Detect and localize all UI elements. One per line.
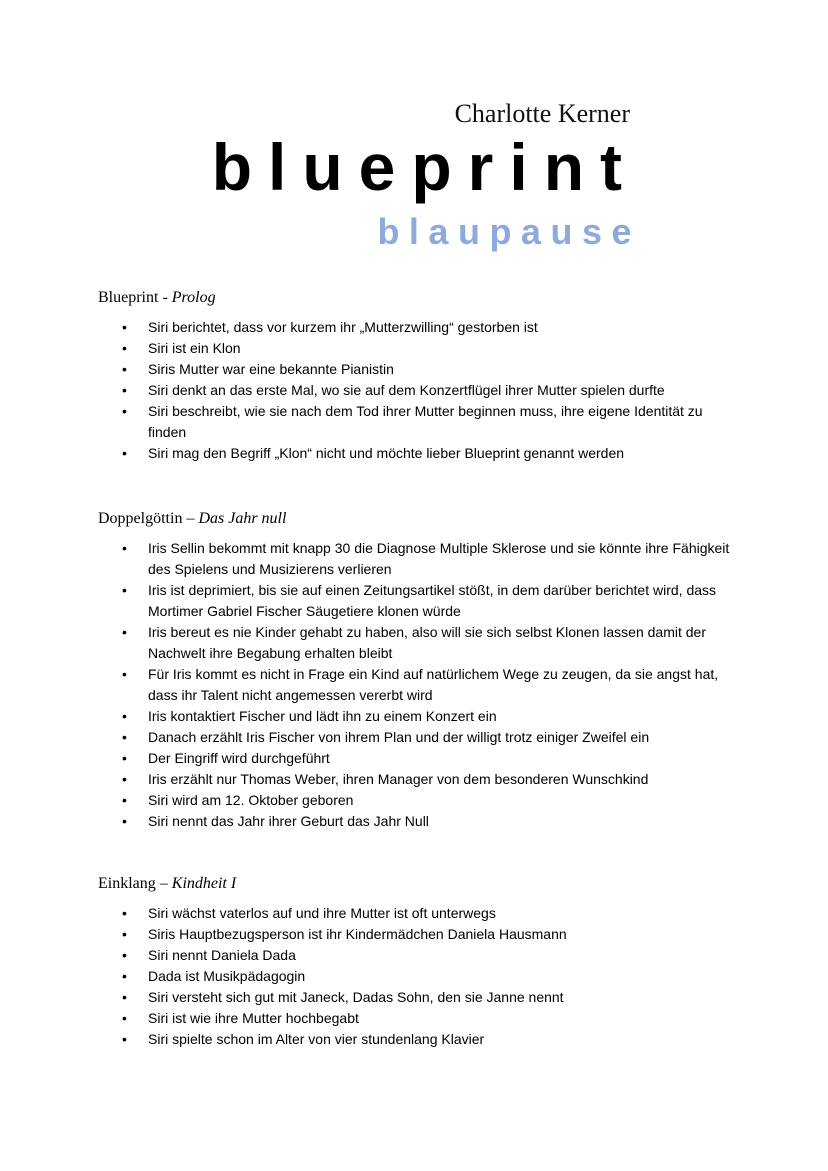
section-das-jahr-null: [98, 509, 738, 832]
section-title: Einklang: [98, 875, 156, 892]
bullet-list: [98, 903, 738, 1050]
list-item: • Siri spielte schon im Alter von vier stundenlang Klavier: [148, 1029, 738, 1050]
list-item: • Für Iris kommt es nicht in Frage ein Kind auf natürlichem Wege zu zeugen, da sie angst hat, dass ihr Talent nicht angemessen vererbt wird: [148, 664, 738, 706]
section-subtitle: Das Jahr null: [198, 510, 287, 527]
section-separator: –: [155, 875, 172, 892]
list-item: • Siri berichtet, dass vor kurzem ihr „Mutterzwilling“ gestorben ist: [148, 317, 738, 338]
list-item: • Siri versteht sich gut mit Janeck, Dadas Sohn, den sie Janne nennt: [148, 987, 738, 1008]
section-subtitle: Prolog: [171, 289, 216, 306]
list-item: • Der Eingriff wird durchgeführt: [148, 748, 738, 769]
list-item: • Dada ist Musikpädagogin: [148, 966, 738, 987]
list-item: • Iris kontaktiert Fischer und lädt ihn zu einem Konzert ein: [148, 706, 738, 727]
section-subtitle: Kindheit I: [171, 875, 237, 892]
list-item: • Siris Mutter war eine bekannte Pianistin: [148, 359, 738, 380]
list-item: • Iris ist deprimiert, bis sie auf einen Zeitungsartikel stößt, in dem darüber berichtet wird, dass Mortimer Gabriel Fischer Säugetiere klonen würde: [148, 580, 738, 622]
section-separator: -: [158, 289, 172, 306]
list-item: • Iris erzählt nur Thomas Weber, ihren Manager von dem besonderen Wunschkind: [148, 769, 738, 790]
author-name: Charlotte Kerner: [454, 99, 630, 128]
bullet-list: [98, 317, 738, 464]
list-item: • Iris bereut es nie Kinder gehabt zu haben, also will sie sich selbst Klonen lassen damit der Nachwelt ihre Begabung erhalten bleibt: [148, 622, 738, 664]
section-title: Blueprint: [98, 289, 159, 306]
section-prolog: [98, 288, 738, 464]
bullet-list: [98, 538, 738, 832]
section-kindheit-i: [98, 874, 738, 1050]
list-item: • Siri nennt Daniela Dada: [148, 945, 738, 966]
list-item: • Siri mag den Begriff „Klon“ nicht und möchte lieber Blueprint genannt werden: [148, 443, 738, 464]
list-item: • Siri wächst vaterlos auf und ihre Mutter ist oft unterwegs: [148, 903, 738, 924]
list-item: • Siri ist wie ihre Mutter hochbegabt: [148, 1008, 738, 1029]
list-item: • Siris Hauptbezugsperson ist ihr Kindermädchen Daniela Hausmann: [148, 924, 738, 945]
list-item: • Siri nennt das Jahr ihrer Geburt das Jahr Null: [148, 811, 738, 832]
list-item: • Danach erzählt Iris Fischer von ihrem Plan und der willigt trotz einiger Zweifel ein: [148, 727, 738, 748]
list-item: • Siri wird am 12. Oktober geboren: [148, 790, 738, 811]
list-item: • Siri ist ein Klon: [148, 338, 738, 359]
section-title: Doppelgöttin: [98, 510, 183, 527]
section-separator: –: [182, 510, 199, 527]
list-item: • Siri beschreibt, wie sie nach dem Tod ihrer Mutter beginnen muss, ihre eigene Identität zu finden: [148, 401, 738, 443]
book-subtitle: blaupause: [377, 211, 641, 252]
list-item: • Iris Sellin bekommt mit knapp 30 die Diagnose Multiple Sklerose und sie könnte ihre Fähigkeit des Spielens und Musizierens verlieren: [148, 538, 738, 580]
section-heading: [98, 288, 738, 308]
section-heading: [98, 509, 738, 529]
list-item: • Siri denkt an das erste Mal, wo sie auf dem Konzertflügel ihrer Mutter spielen durfte: [148, 380, 738, 401]
section-heading: [98, 874, 738, 894]
book-title: blueprint: [211, 130, 638, 204]
